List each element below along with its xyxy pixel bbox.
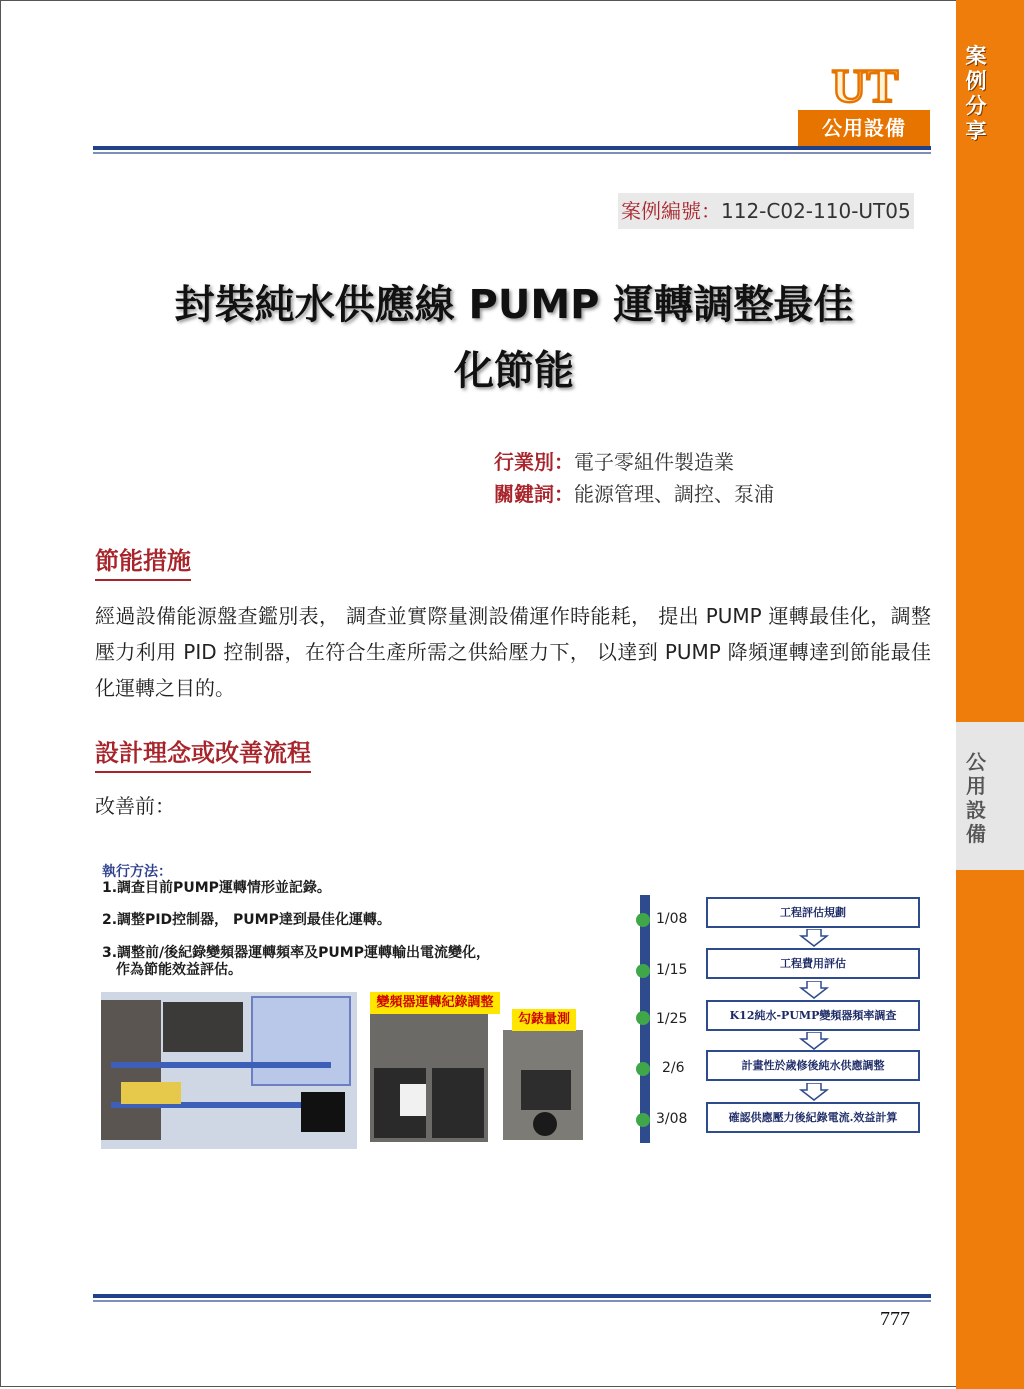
method-item-2: 2.調整PID控制器， PUMP達到最佳化運轉。: [102, 912, 391, 928]
timeline-arrow-icon: [799, 981, 829, 999]
section-heading-measures: 節能措施: [95, 544, 191, 581]
timeline-dot: [636, 964, 650, 978]
timeline-date-4: 2/6: [662, 1060, 685, 1076]
timeline-dot: [636, 1011, 650, 1025]
page-title: [96, 272, 932, 404]
inverter-photo: [370, 1012, 488, 1142]
method-item-1: 1.調查目前PUMP運轉情形並記錄。: [102, 880, 331, 896]
timeline-dot: [636, 913, 650, 927]
case-id-label: 案例編號：: [621, 199, 721, 223]
method-item-3: 3.調整前/後紀錄變頻器運轉頻率及PUMP運轉輸出電流變化，: [102, 945, 490, 961]
header-rule: [93, 146, 931, 154]
title-line-2: 化節能: [454, 348, 574, 394]
side-tab-case-share-label: 案例分享: [965, 44, 987, 143]
footer-rule: [93, 1294, 931, 1302]
industry-label: 行業別：: [494, 450, 574, 474]
timeline-step-2: 工程費用評估: [706, 948, 920, 979]
system-diagram-photo: [101, 992, 357, 1149]
side-tab-category-label: 公用設備: [966, 750, 986, 846]
logo-caption: 公用設備: [798, 110, 930, 146]
industry-row: [494, 447, 734, 477]
industry-value: 電子零組件製造業: [574, 450, 734, 474]
timeline-step-4: 計畫性於歲修後純水供應調整: [706, 1050, 920, 1081]
method-item-3-cont: 作為節能效益評估。: [116, 962, 242, 978]
clamp-meter-photo: [503, 1030, 583, 1140]
title-line-1: 封裝純水供應線 PUMP 運轉調整最佳: [174, 282, 854, 328]
measures-paragraph: 經過設備能源盤查鑑別表， 調查並實際量測設備運作時能耗， 提出 PUMP 運轉最佳化，調整壓力利用 PID 控制器，在符合生產所需之供給壓力下， 以達到 PUMP 降頻運轉達到節能最佳化運轉之目的。: [95, 604, 931, 700]
page-number: 777: [880, 1308, 910, 1330]
keyword-row: [494, 479, 774, 509]
timeline-arrow-icon: [799, 1032, 829, 1050]
timeline-dot: [636, 1113, 650, 1127]
timeline-arrow-icon: [799, 1083, 829, 1101]
clamp-meter-label: 勾錶量測: [512, 1009, 576, 1031]
timeline-step-5: 確認供應壓力後紀錄電流.效益計算: [706, 1102, 920, 1133]
timeline-arrow-icon: [799, 929, 829, 947]
timeline-date-3: 1/25: [656, 1011, 688, 1027]
timeline-dot: [636, 1062, 650, 1076]
ut-logo-letters: UT: [831, 62, 899, 108]
timeline-date-2: 1/15: [656, 962, 688, 978]
case-id-box: [618, 193, 914, 229]
timeline-date-5: 3/08: [656, 1111, 688, 1127]
timeline-step-1: 工程評估規劃: [706, 897, 920, 928]
ut-logo: [804, 62, 926, 108]
before-label: 改善前：: [95, 794, 175, 818]
case-id-value: 112-C02-110-UT05: [721, 199, 911, 223]
timeline-step-3: K12純水-PUMP變頻器頻率調查: [706, 1000, 920, 1031]
method-title: 執行方法：: [102, 864, 172, 880]
timeline-date-1: 1/08: [656, 911, 688, 927]
side-tab-bottom: [956, 870, 1024, 1389]
inverter-photo-label: 變頻器運轉紀錄調整: [370, 992, 500, 1014]
section-heading-design: 設計理念或改善流程: [95, 736, 311, 773]
keyword-value: 能源管理、調控、泵浦: [574, 482, 774, 506]
keyword-label: 關鍵詞：: [494, 482, 574, 506]
